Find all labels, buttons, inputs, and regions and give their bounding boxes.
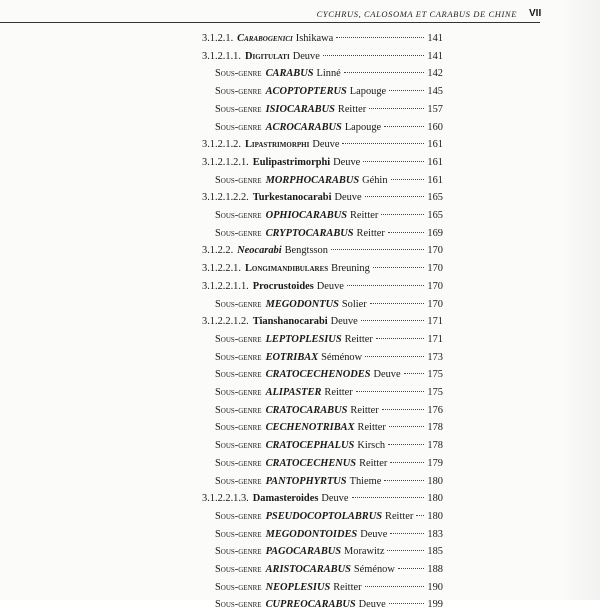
toc-author: Reitter xyxy=(350,404,379,416)
toc-author: Reitter xyxy=(356,227,385,239)
toc-entry xyxy=(215,526,443,544)
toc-taxon-name: ACROCARABUS xyxy=(265,121,342,133)
toc-page-number: 199 xyxy=(427,599,443,611)
toc-dot-leader xyxy=(369,108,424,109)
toc-author: Deuve xyxy=(312,139,340,151)
toc-page-number: 180 xyxy=(427,510,443,522)
toc-entry xyxy=(202,242,443,260)
toc-prefix: Sous-genre xyxy=(215,103,262,115)
toc-prefix: Sous-genre xyxy=(215,121,262,133)
toc-page-number: 169 xyxy=(427,227,443,239)
toc-dot-leader xyxy=(365,196,424,197)
toc-author: Reitter xyxy=(337,103,367,115)
toc-dot-leader xyxy=(331,249,424,250)
toc-prefix: Sous-genre xyxy=(215,387,262,398)
page-gutter-shadow xyxy=(560,0,600,600)
toc-section-number: 3.1.2.1.2.2. xyxy=(202,192,249,204)
toc-page-number: 180 xyxy=(427,493,443,505)
toc-entry xyxy=(215,83,443,101)
toc-taxon-name: CRATOCECHENODES xyxy=(265,369,371,381)
toc-author: Deuve xyxy=(333,156,361,168)
toc-prefix: Sous-genre xyxy=(215,422,262,434)
toc-author: Bengtsson xyxy=(284,245,328,257)
toc-author: Deuve xyxy=(360,528,388,540)
toc-dot-leader xyxy=(376,338,424,339)
toc-dot-leader xyxy=(342,143,424,144)
toc-entry xyxy=(215,455,443,473)
toc-entry xyxy=(202,490,443,508)
toc-page-number: 141 xyxy=(427,50,443,62)
toc-dot-leader xyxy=(389,426,424,427)
toc-dot-leader xyxy=(416,515,424,516)
toc-taxon-name: ACOPTOPTERUS xyxy=(265,86,347,98)
toc-section-number: 3.1.2.1.2.1. xyxy=(202,156,249,168)
toc-dot-leader xyxy=(365,356,424,357)
toc-entry xyxy=(215,101,443,119)
toc-author: Deuve xyxy=(373,369,401,381)
toc-taxon-name: OPHIOCARABUS xyxy=(265,210,347,221)
toc-taxon-name: MEGODONTOIDES xyxy=(265,528,358,540)
toc-section-number: 3.1.2.2. xyxy=(202,245,234,257)
toc-page-number: 183 xyxy=(427,528,443,540)
toc-page-number: 141 xyxy=(427,33,443,44)
toc-page-number: 161 xyxy=(427,156,443,168)
toc-prefix: Sous-genre xyxy=(215,564,262,575)
toc-entry xyxy=(215,331,443,349)
toc-page-number: 170 xyxy=(427,280,443,292)
toc-entry xyxy=(215,296,443,314)
toc-taxon-name: Procrustoides xyxy=(252,280,314,292)
toc-page-number: 142 xyxy=(427,68,443,80)
toc-entry xyxy=(215,543,443,561)
toc-taxon-name: Turkestanocarabi xyxy=(252,192,332,204)
toc-page-number: 171 xyxy=(427,333,443,345)
toc-entry xyxy=(215,508,443,526)
toc-entry xyxy=(215,172,443,190)
toc-author: Deuve xyxy=(316,280,344,292)
toc-section-number: 3.1.2.1.2. xyxy=(202,139,241,151)
toc-dot-leader xyxy=(398,568,424,569)
toc-prefix: Sous-genre xyxy=(215,404,262,416)
toc-taxon-name: ISIOCARABUS xyxy=(265,103,335,115)
toc-prefix: Sous-genre xyxy=(215,581,262,593)
toc-taxon-name: Neocarabi xyxy=(237,245,282,257)
toc-author: Reitter xyxy=(324,387,353,398)
toc-page-number: 173 xyxy=(427,351,443,363)
toc-author: Lapouge xyxy=(349,86,387,98)
toc-prefix: Sous-genre xyxy=(215,298,262,310)
toc-section-number: 3.1.2.1.1. xyxy=(202,50,241,62)
toc-dot-leader xyxy=(384,126,424,127)
toc-prefix: Sous-genre xyxy=(215,546,262,558)
toc-taxon-name: CRATOCEPHALUS xyxy=(265,440,355,452)
toc-taxon-name: ARISTOCARABUS xyxy=(265,564,351,575)
toc-prefix: Sous-genre xyxy=(215,599,262,611)
toc-entry xyxy=(215,119,443,137)
toc-author: Ishikawa xyxy=(295,33,334,44)
toc-prefix: Sous-genre xyxy=(215,210,262,221)
toc-page-number: 145 xyxy=(427,86,443,98)
toc-page-number: 185 xyxy=(427,546,443,558)
toc-dot-leader xyxy=(347,285,424,286)
toc-author: Deuve xyxy=(330,316,358,328)
toc-page-number: 171 xyxy=(427,316,443,328)
toc-author: Deuve xyxy=(334,192,362,204)
toc-dot-leader xyxy=(361,320,424,321)
toc-taxon-name: CUPREOCARABUS xyxy=(265,599,356,611)
toc-taxon-name: CARABUS xyxy=(265,68,314,80)
toc-page-number: 178 xyxy=(427,440,443,452)
toc-entry xyxy=(215,473,443,491)
page-number: VII xyxy=(529,8,542,19)
toc-prefix: Sous-genre xyxy=(215,86,262,98)
toc-page-number: 180 xyxy=(427,475,443,487)
toc-prefix: Sous-genre xyxy=(215,351,262,363)
toc-taxon-name: ALIPASTER xyxy=(265,387,322,398)
toc-entry xyxy=(202,313,443,331)
toc-dot-leader xyxy=(404,373,424,374)
toc-author: Séménow xyxy=(321,351,363,363)
toc-taxon-name: MEGODONTUS xyxy=(265,298,339,310)
toc-dot-leader xyxy=(373,267,424,268)
toc-entry xyxy=(215,579,443,597)
toc-prefix: Sous-genre xyxy=(215,369,262,381)
toc-entry xyxy=(202,154,443,172)
toc-dot-leader xyxy=(388,444,424,445)
running-header: CYCHRUS, CALOSOMA ET CARABUS DE CHINE xyxy=(316,9,517,19)
toc-page-number: 165 xyxy=(427,192,443,204)
toc-entry xyxy=(202,48,443,66)
toc-dot-leader xyxy=(344,72,424,73)
toc-prefix: Sous-genre xyxy=(215,475,262,487)
toc-section-number: 3.1.2.1. xyxy=(202,33,234,44)
toc-taxon-name: Digitulati xyxy=(244,50,290,62)
toc-page-number: 179 xyxy=(427,457,443,469)
toc-author: Reitter xyxy=(385,510,414,522)
toc-prefix: Sous-genre xyxy=(215,457,262,469)
toc-entry xyxy=(202,278,443,296)
toc-page-number: 170 xyxy=(427,263,443,275)
toc-entry xyxy=(215,366,443,384)
toc-author: Deuve xyxy=(292,50,320,62)
toc-entry xyxy=(215,596,443,614)
toc-author: Kirsch xyxy=(357,440,386,452)
toc-taxon-name: PAGOCARABUS xyxy=(265,546,342,558)
toc-dot-leader xyxy=(382,409,424,410)
toc-dot-leader xyxy=(336,37,424,38)
toc-author: Reitter xyxy=(357,422,386,434)
toc-author: Reitter xyxy=(359,457,388,469)
toc-dot-leader xyxy=(323,55,424,56)
toc-taxon-name: CRATOCECHENUS xyxy=(265,457,357,469)
toc-section-number: 3.1.2.2.1.1. xyxy=(202,280,249,292)
toc-author: Thieme xyxy=(349,475,382,487)
toc-prefix: Sous-genre xyxy=(215,333,262,345)
toc-section-number: 3.1.2.2.1.3. xyxy=(202,493,249,505)
toc-author: Linné xyxy=(316,68,341,80)
toc-entry xyxy=(215,419,443,437)
toc-dot-leader xyxy=(365,586,424,587)
toc-dot-leader xyxy=(389,603,424,604)
toc-page-number: 157 xyxy=(427,103,443,115)
toc-page-number: 175 xyxy=(427,387,443,398)
toc-prefix: Sous-genre xyxy=(215,174,262,186)
toc-dot-leader xyxy=(384,480,424,481)
toc-taxon-name: CRATOCARABUS xyxy=(265,404,348,416)
toc-taxon-name: Carabogenici xyxy=(237,33,293,44)
toc-entry xyxy=(215,225,443,243)
toc-author: Deuve xyxy=(358,599,386,611)
toc-author: Reitter xyxy=(350,210,379,221)
toc-entry xyxy=(215,207,443,225)
toc-author: Géhin xyxy=(362,174,388,186)
toc-author: Morawitz xyxy=(344,546,385,558)
toc-dot-leader xyxy=(390,462,424,463)
toc-dot-leader xyxy=(387,550,424,551)
toc-taxon-name: Lipastrimorphi xyxy=(244,139,310,151)
toc-page-number: 161 xyxy=(427,139,443,151)
toc-dot-leader xyxy=(391,179,424,180)
toc-author: Lapouge xyxy=(344,121,382,133)
toc-taxon-name: LEPTOPLESIUS xyxy=(265,333,342,345)
toc-entry xyxy=(215,349,443,367)
toc-entry xyxy=(202,189,443,207)
toc-entry xyxy=(202,30,443,48)
toc-author: Séménow xyxy=(353,564,395,575)
toc-prefix: Sous-genre xyxy=(215,440,262,452)
toc-prefix: Sous-genre xyxy=(215,227,262,239)
toc-dot-leader xyxy=(356,391,424,392)
toc-dot-leader xyxy=(388,232,424,233)
toc-taxon-name: NEOPLESIUS xyxy=(265,581,331,593)
toc-taxon-name: CECHENOTRIBAX xyxy=(265,422,355,434)
toc-taxon-name: EOTRIBAX xyxy=(265,351,319,363)
toc-page-number: 161 xyxy=(427,174,443,186)
toc-taxon-name: CRYPTOCARABUS xyxy=(265,227,354,239)
toc-dot-leader xyxy=(352,497,425,498)
toc-author: Deuve xyxy=(321,493,349,505)
toc-entry xyxy=(215,437,443,455)
toc-page-number: 165 xyxy=(427,210,443,221)
toc-taxon-name: Eulipastrimorphi xyxy=(252,156,331,168)
toc-dot-leader xyxy=(390,533,424,534)
toc-prefix: Sous-genre xyxy=(215,528,262,540)
toc-entry xyxy=(215,65,443,83)
toc-section-number: 3.1.2.2.1.2. xyxy=(202,316,249,328)
toc-taxon-name: Longimandibulares xyxy=(244,263,329,275)
header-rule xyxy=(0,22,540,23)
toc-taxon-name: PANTOPHYRTUS xyxy=(265,475,347,487)
toc-dot-leader xyxy=(381,214,424,215)
toc-dot-leader xyxy=(389,90,424,91)
toc-dot-leader xyxy=(370,303,424,304)
toc-entry xyxy=(202,136,443,154)
toc-taxon-name: PSEUDOCOPTOLABRUS xyxy=(265,510,383,522)
toc-taxon-name: MORPHOCARABUS xyxy=(265,174,360,186)
toc-section-number: 3.1.2.2.1. xyxy=(202,263,241,275)
toc-taxon-name: Tianshanocarabi xyxy=(252,316,328,328)
toc-page-number: 188 xyxy=(427,564,443,575)
toc-author: Reitter xyxy=(333,581,362,593)
toc-entry xyxy=(215,561,443,579)
toc-author: Solier xyxy=(341,298,367,310)
toc-page-number: 175 xyxy=(427,369,443,381)
toc-dot-leader xyxy=(363,161,424,162)
toc-page-number: 176 xyxy=(427,404,443,416)
toc-prefix: Sous-genre xyxy=(215,68,262,80)
toc-page-number: 160 xyxy=(427,121,443,133)
toc-page-number: 190 xyxy=(427,581,443,593)
toc-taxon-name: Damasteroides xyxy=(252,493,319,505)
toc-page-number: 170 xyxy=(427,298,443,310)
toc-prefix: Sous-genre xyxy=(215,510,262,522)
toc-entry xyxy=(215,384,443,402)
toc-page-number: 178 xyxy=(427,422,443,434)
toc-entry xyxy=(215,402,443,420)
toc-author: Reitter xyxy=(344,333,373,345)
toc-entry xyxy=(202,260,443,278)
toc-page-number: 170 xyxy=(427,245,443,257)
toc-author: Breuning xyxy=(331,263,370,275)
